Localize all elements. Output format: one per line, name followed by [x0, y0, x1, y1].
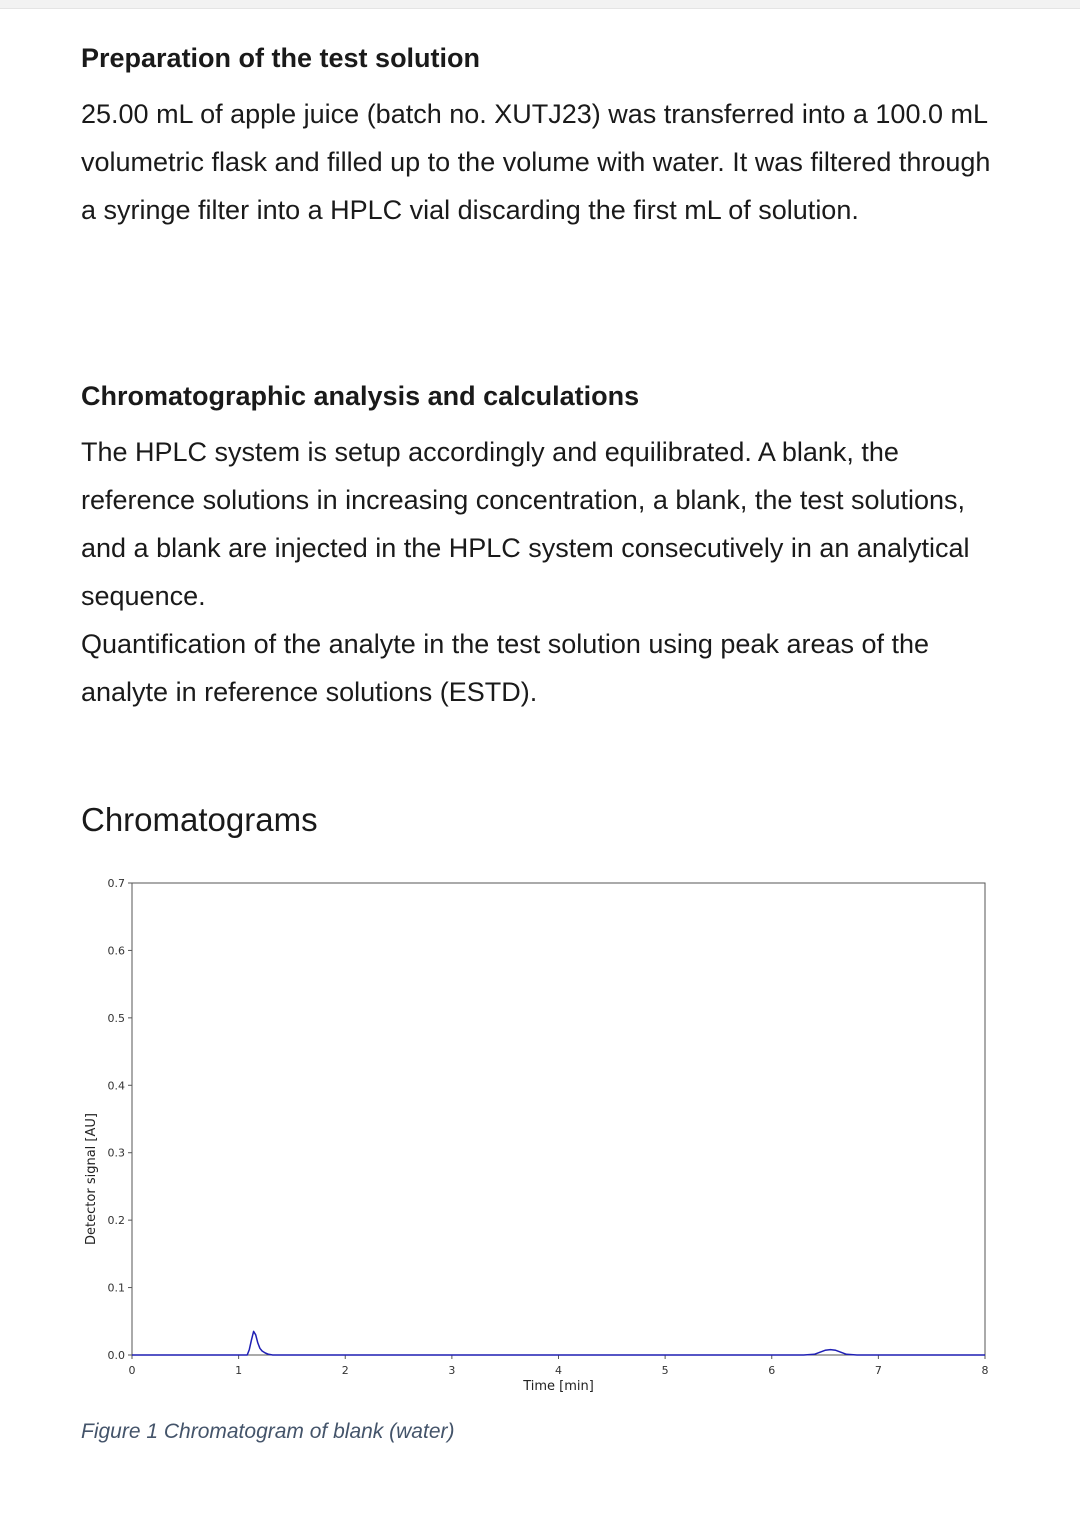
y-tick-label: 0.0: [107, 1349, 125, 1362]
x-tick-label: 6: [768, 1364, 776, 1377]
figure-caption: Figure 1 Chromatogram of blank (water): [81, 1420, 455, 1443]
x-tick-label: 2: [341, 1364, 349, 1377]
paragraph-analysis-sequence: The HPLC system is setup accordingly and equilibrated. A blank, the reference solutions in increasing concentration, a blank, the test solutions, and a blank are injected in the HPLC system consecutively in an analytical sequence.: [81, 437, 970, 611]
top-bar: [0, 0, 1080, 9]
x-tick-label: 5: [661, 1364, 669, 1377]
section-heading-preparation: Preparation of the test solution: [81, 43, 481, 73]
y-tick-label: 0.6: [107, 944, 125, 958]
chromatograms-heading: Chromatograms: [81, 801, 318, 838]
x-tick-label: 7: [874, 1364, 882, 1377]
x-axis-label: Time [min]: [523, 1379, 594, 1392]
x-tick-label: 8: [981, 1364, 989, 1377]
x-tick-label: 4: [555, 1364, 562, 1377]
x-tick-label: 3: [448, 1364, 456, 1377]
chromatogram-chart: [75, 862, 1005, 1392]
y-tick-label: 0.3: [107, 1146, 125, 1160]
y-tick-label: 0.1: [107, 1281, 125, 1295]
paragraph-preparation: 25.00 mL of apple juice (batch no. XUTJ23) was transferred into a 100.0 mL volumetric flask and filled up to the volume with water. It was filtered through a syringe filter into a HPLC vial discarding the first mL of solution.: [81, 99, 991, 225]
y-axis-label: Detector signal [AU]: [84, 1113, 99, 1245]
y-tick-label: 0.5: [107, 1011, 125, 1025]
y-tick-label: 0.2: [107, 1214, 125, 1228]
series-line: [132, 1331, 985, 1355]
plot-frame: [132, 883, 985, 1355]
x-tick-label: 0: [128, 1364, 136, 1377]
paragraph-analysis-quantification: Quantification of the analyte in the test solution using peak areas of the analyte in reference solutions (ESTD).: [81, 629, 930, 707]
x-tick-label: 1: [235, 1364, 243, 1377]
section-heading-analysis: Chromatographic analysis and calculations: [81, 381, 640, 411]
y-tick-label: 0.4: [107, 1079, 125, 1093]
y-tick-label: 0.7: [107, 877, 125, 890]
